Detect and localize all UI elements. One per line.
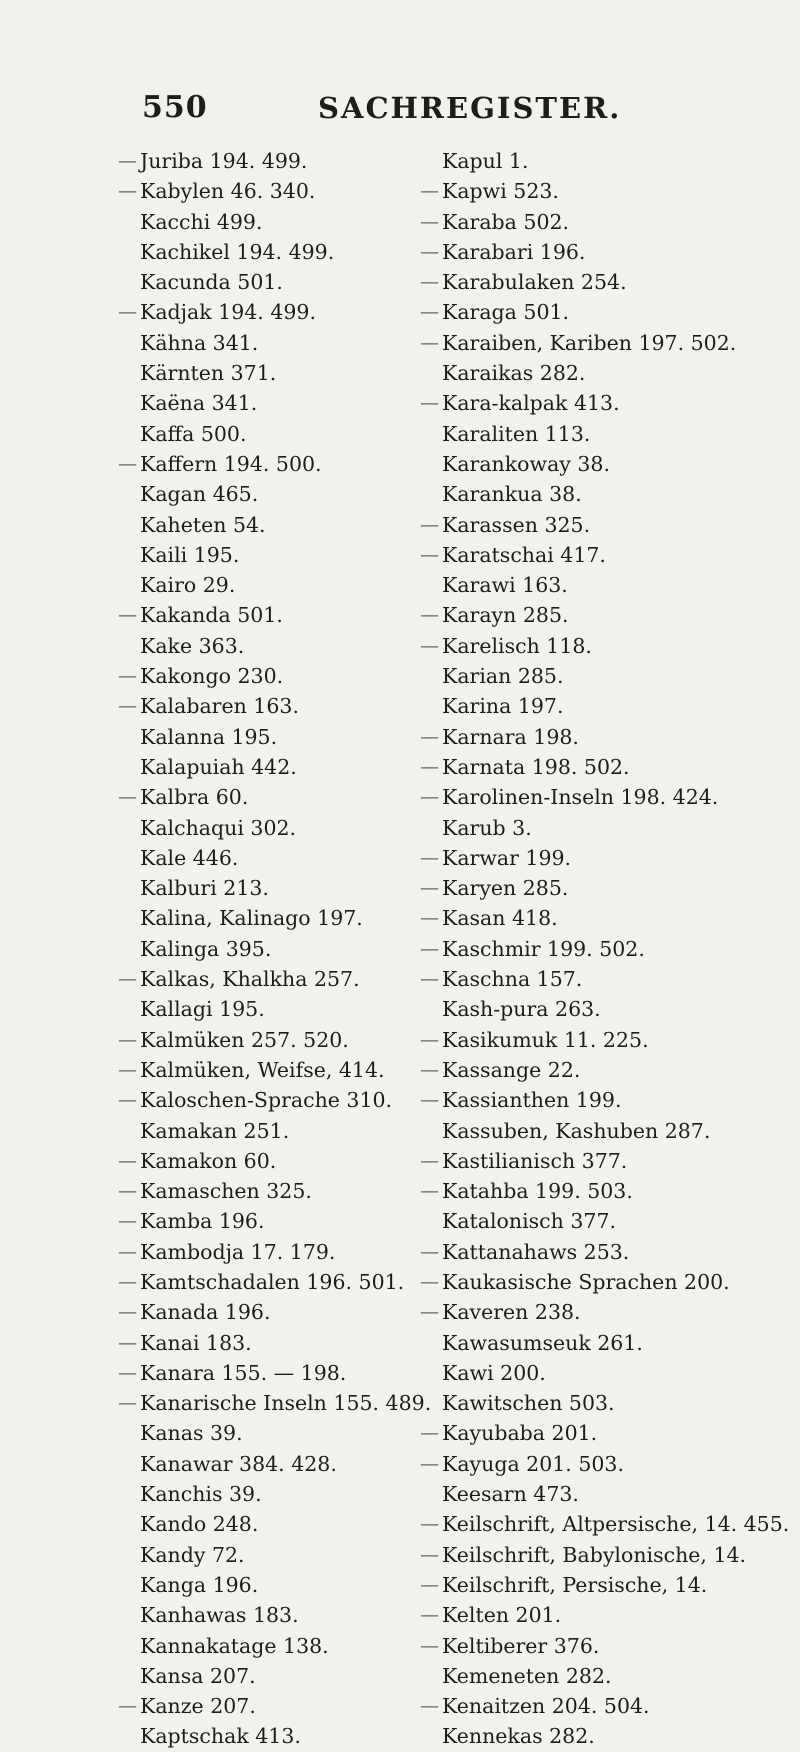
index-entry: — Karabulaken 254. xyxy=(420,267,790,297)
index-entry: Keesarn 473. xyxy=(442,1482,579,1507)
index-entry: Kemeneten 282. xyxy=(442,1663,612,1688)
index-entry: — Kaukasische Sprachen 200. xyxy=(420,1267,790,1297)
index-entry: — Kalbra 60. xyxy=(118,782,488,812)
index-entry: — Karaga 501. xyxy=(420,297,790,327)
index-entry: — Kamaschen 325. xyxy=(118,1176,488,1206)
index-entry: — Kaschmir 199. 502. xyxy=(420,934,790,964)
index-entry: — Kanara 155. — 198. xyxy=(118,1358,488,1388)
index-entry: Kawitschen 503. xyxy=(442,1391,615,1416)
index-entry: — Kasan 418. xyxy=(420,903,790,933)
index-entry: — Kaschna 157. xyxy=(420,964,790,994)
index-entry: Kairo 29. xyxy=(140,573,236,598)
index-entry: Kagan 465. xyxy=(140,482,259,507)
index-entry: Karub 3. xyxy=(442,815,532,840)
index-entry: Kash-pura 263. xyxy=(442,997,601,1022)
index-entry: Kalchaqui 302. xyxy=(140,815,297,840)
index-entry: — Kanai 183. xyxy=(118,1328,488,1358)
index-entry: Kähna 341. xyxy=(140,330,259,355)
index-entry: Kacunda 501. xyxy=(140,270,283,295)
index-entry: — Karaba 502. xyxy=(420,207,790,237)
index-column-right xyxy=(420,146,790,1752)
index-entry: — Karnata 198. 502. xyxy=(420,752,790,782)
index-entry: Kanchis 39. xyxy=(140,1482,262,1507)
index-entry: — Karatschai 417. xyxy=(420,540,790,570)
index-entry: — Karnara 198. xyxy=(420,722,790,752)
index-entry: Kacchi 499. xyxy=(140,209,263,234)
index-entry: Kalanna 195. xyxy=(140,724,278,749)
index-entry: — Kaveren 238. xyxy=(420,1297,790,1327)
index-entry: — Kamtschadalen 196. 501. xyxy=(118,1267,488,1297)
index-entry: Karina 197. xyxy=(442,694,564,719)
index-entry: Kalina, Kalinago 197. xyxy=(140,906,363,931)
index-entry: Karawi 163. xyxy=(442,573,568,598)
index-entry: — Keltiberer 376. xyxy=(420,1631,790,1661)
index-entry: Kaëna 341. xyxy=(140,391,258,416)
index-entry: Karankoway 38. xyxy=(442,451,610,476)
index-entry: Kaffa 500. xyxy=(140,421,247,446)
index-entry: — Kalkas, Khalkha 257. xyxy=(118,964,488,994)
index-entry: Kalburi 213. xyxy=(140,876,269,901)
index-entry: Kanga 196. xyxy=(140,1572,259,1597)
index-entry: — Keilschrift, Persische, 14. xyxy=(420,1570,790,1600)
index-entry: — Kassianthen 199. xyxy=(420,1085,790,1115)
index-entry: Kaheten 54. xyxy=(140,512,266,537)
index-entry: Kanhawas 183. xyxy=(140,1603,299,1628)
index-entry: Kaptschak 413. xyxy=(140,1724,301,1749)
index-entry: — Katahba 199. 503. xyxy=(420,1176,790,1206)
index-entry: — Karwar 199. xyxy=(420,843,790,873)
index-entry: Karian 285. xyxy=(442,664,564,689)
index-entry: — Kalmüken, Weifse, 414. xyxy=(118,1055,488,1085)
index-entry: Kapul 1. xyxy=(442,149,529,173)
index-entry: — Kelten 201. xyxy=(420,1600,790,1630)
index-entry: Kansa 207. xyxy=(140,1663,256,1688)
index-entry: — Keilschrift, Altpersische, 14. 455. xyxy=(420,1509,790,1539)
index-entry: — Kaffern 194. 500. xyxy=(118,449,488,479)
index-entry: — Kattanahaws 253. xyxy=(420,1237,790,1267)
page-number: 550 xyxy=(142,90,208,125)
index-entry: — Karaiben, Kariben 197. 502. xyxy=(420,328,790,358)
index-entry: — Kakanda 501. xyxy=(118,600,488,630)
page-title: SACHREGISTER. xyxy=(318,91,622,125)
index-entry: Kake 363. xyxy=(140,633,245,658)
index-entry: — Kadjak 194. 499. xyxy=(118,297,488,327)
index-entry: — Karelisch 118. xyxy=(420,631,790,661)
index-entry: — Kabylen 46. 340. xyxy=(118,176,488,206)
index-entry: — Kastilianisch 377. xyxy=(420,1146,790,1176)
index-entry: — Kassange 22. xyxy=(420,1055,790,1085)
index-entry: — Kapwi 523. xyxy=(420,176,790,206)
index-entry: Kennekas 282. xyxy=(442,1724,595,1749)
index-entry: Kalapuiah 442. xyxy=(140,754,297,779)
index-entry: — Karassen 325. xyxy=(420,510,790,540)
index-entry: Kanawar 384. 428. xyxy=(140,1451,337,1476)
index-entry: — Kasikumuk 11. 225. xyxy=(420,1025,790,1055)
index-entry: Kassuben, Kashuben 287. xyxy=(442,1118,711,1143)
index-entry: — Karayn 285. xyxy=(420,600,790,630)
index-entry: — Kara-kalpak 413. xyxy=(420,388,790,418)
index-entry: — Kanarische Inseln 155. 489. xyxy=(118,1388,488,1418)
index-entry: Kannakatage 138. xyxy=(140,1633,329,1658)
index-entry: — Karolinen-Inseln 198. 424. xyxy=(420,782,790,812)
index-entry: — Kenaitzen 204. 504. xyxy=(420,1691,790,1721)
index-entry: Kallagi 195. xyxy=(140,997,265,1022)
index-entry: Kawi 200. xyxy=(442,1360,546,1385)
index-entry: Karankua 38. xyxy=(442,482,582,507)
index-entry: — Kalmüken 257. 520. xyxy=(118,1025,488,1055)
index-entry: Kawasumseuk 261. xyxy=(442,1330,643,1355)
index-entry: — Karyen 285. xyxy=(420,873,790,903)
index-entry: Karaikas 282. xyxy=(442,361,586,386)
index-entry: Kalinga 395. xyxy=(140,936,272,961)
index-entry: Kanas 39. xyxy=(140,1421,243,1446)
index-entry: Kamakan 251. xyxy=(140,1118,290,1143)
index-entry: — Kamba 196. xyxy=(118,1206,488,1236)
index-entry: — Kayuga 201. 503. xyxy=(420,1449,790,1479)
index-entry: — Kakongo 230. xyxy=(118,661,488,691)
index-entry: Kärnten 371. xyxy=(140,361,277,386)
index-entry: — Karabari 196. xyxy=(420,237,790,267)
index-entry: Kaili 195. xyxy=(140,542,240,567)
index-entry: — Kamakon 60. xyxy=(118,1146,488,1176)
index-entry: — Kanada 196. xyxy=(118,1297,488,1327)
index-entry: Kachikel 194. 499. xyxy=(140,239,335,264)
index-entry: — Keilschrift, Babylonische, 14. xyxy=(420,1540,790,1570)
index-entry: — Kalabaren 163. xyxy=(118,691,488,721)
index-entry: Karaliten 113. xyxy=(442,421,591,446)
index-entry: — Kanze 207. xyxy=(118,1691,488,1721)
index-entry: — Kambodja 17. 179. xyxy=(118,1237,488,1267)
index-entry: Kale 446. xyxy=(140,845,239,870)
index-entry: — Kaloschen-Sprache 310. xyxy=(118,1085,488,1115)
index-entry: Kando 248. xyxy=(140,1512,259,1537)
index-entry: — Kayubaba 201. xyxy=(420,1418,790,1448)
index-entry: — Juriba 194. 499. xyxy=(118,146,488,176)
index-entry: Kandy 72. xyxy=(140,1542,245,1567)
index-entry: Katalonisch 377. xyxy=(442,1209,617,1234)
